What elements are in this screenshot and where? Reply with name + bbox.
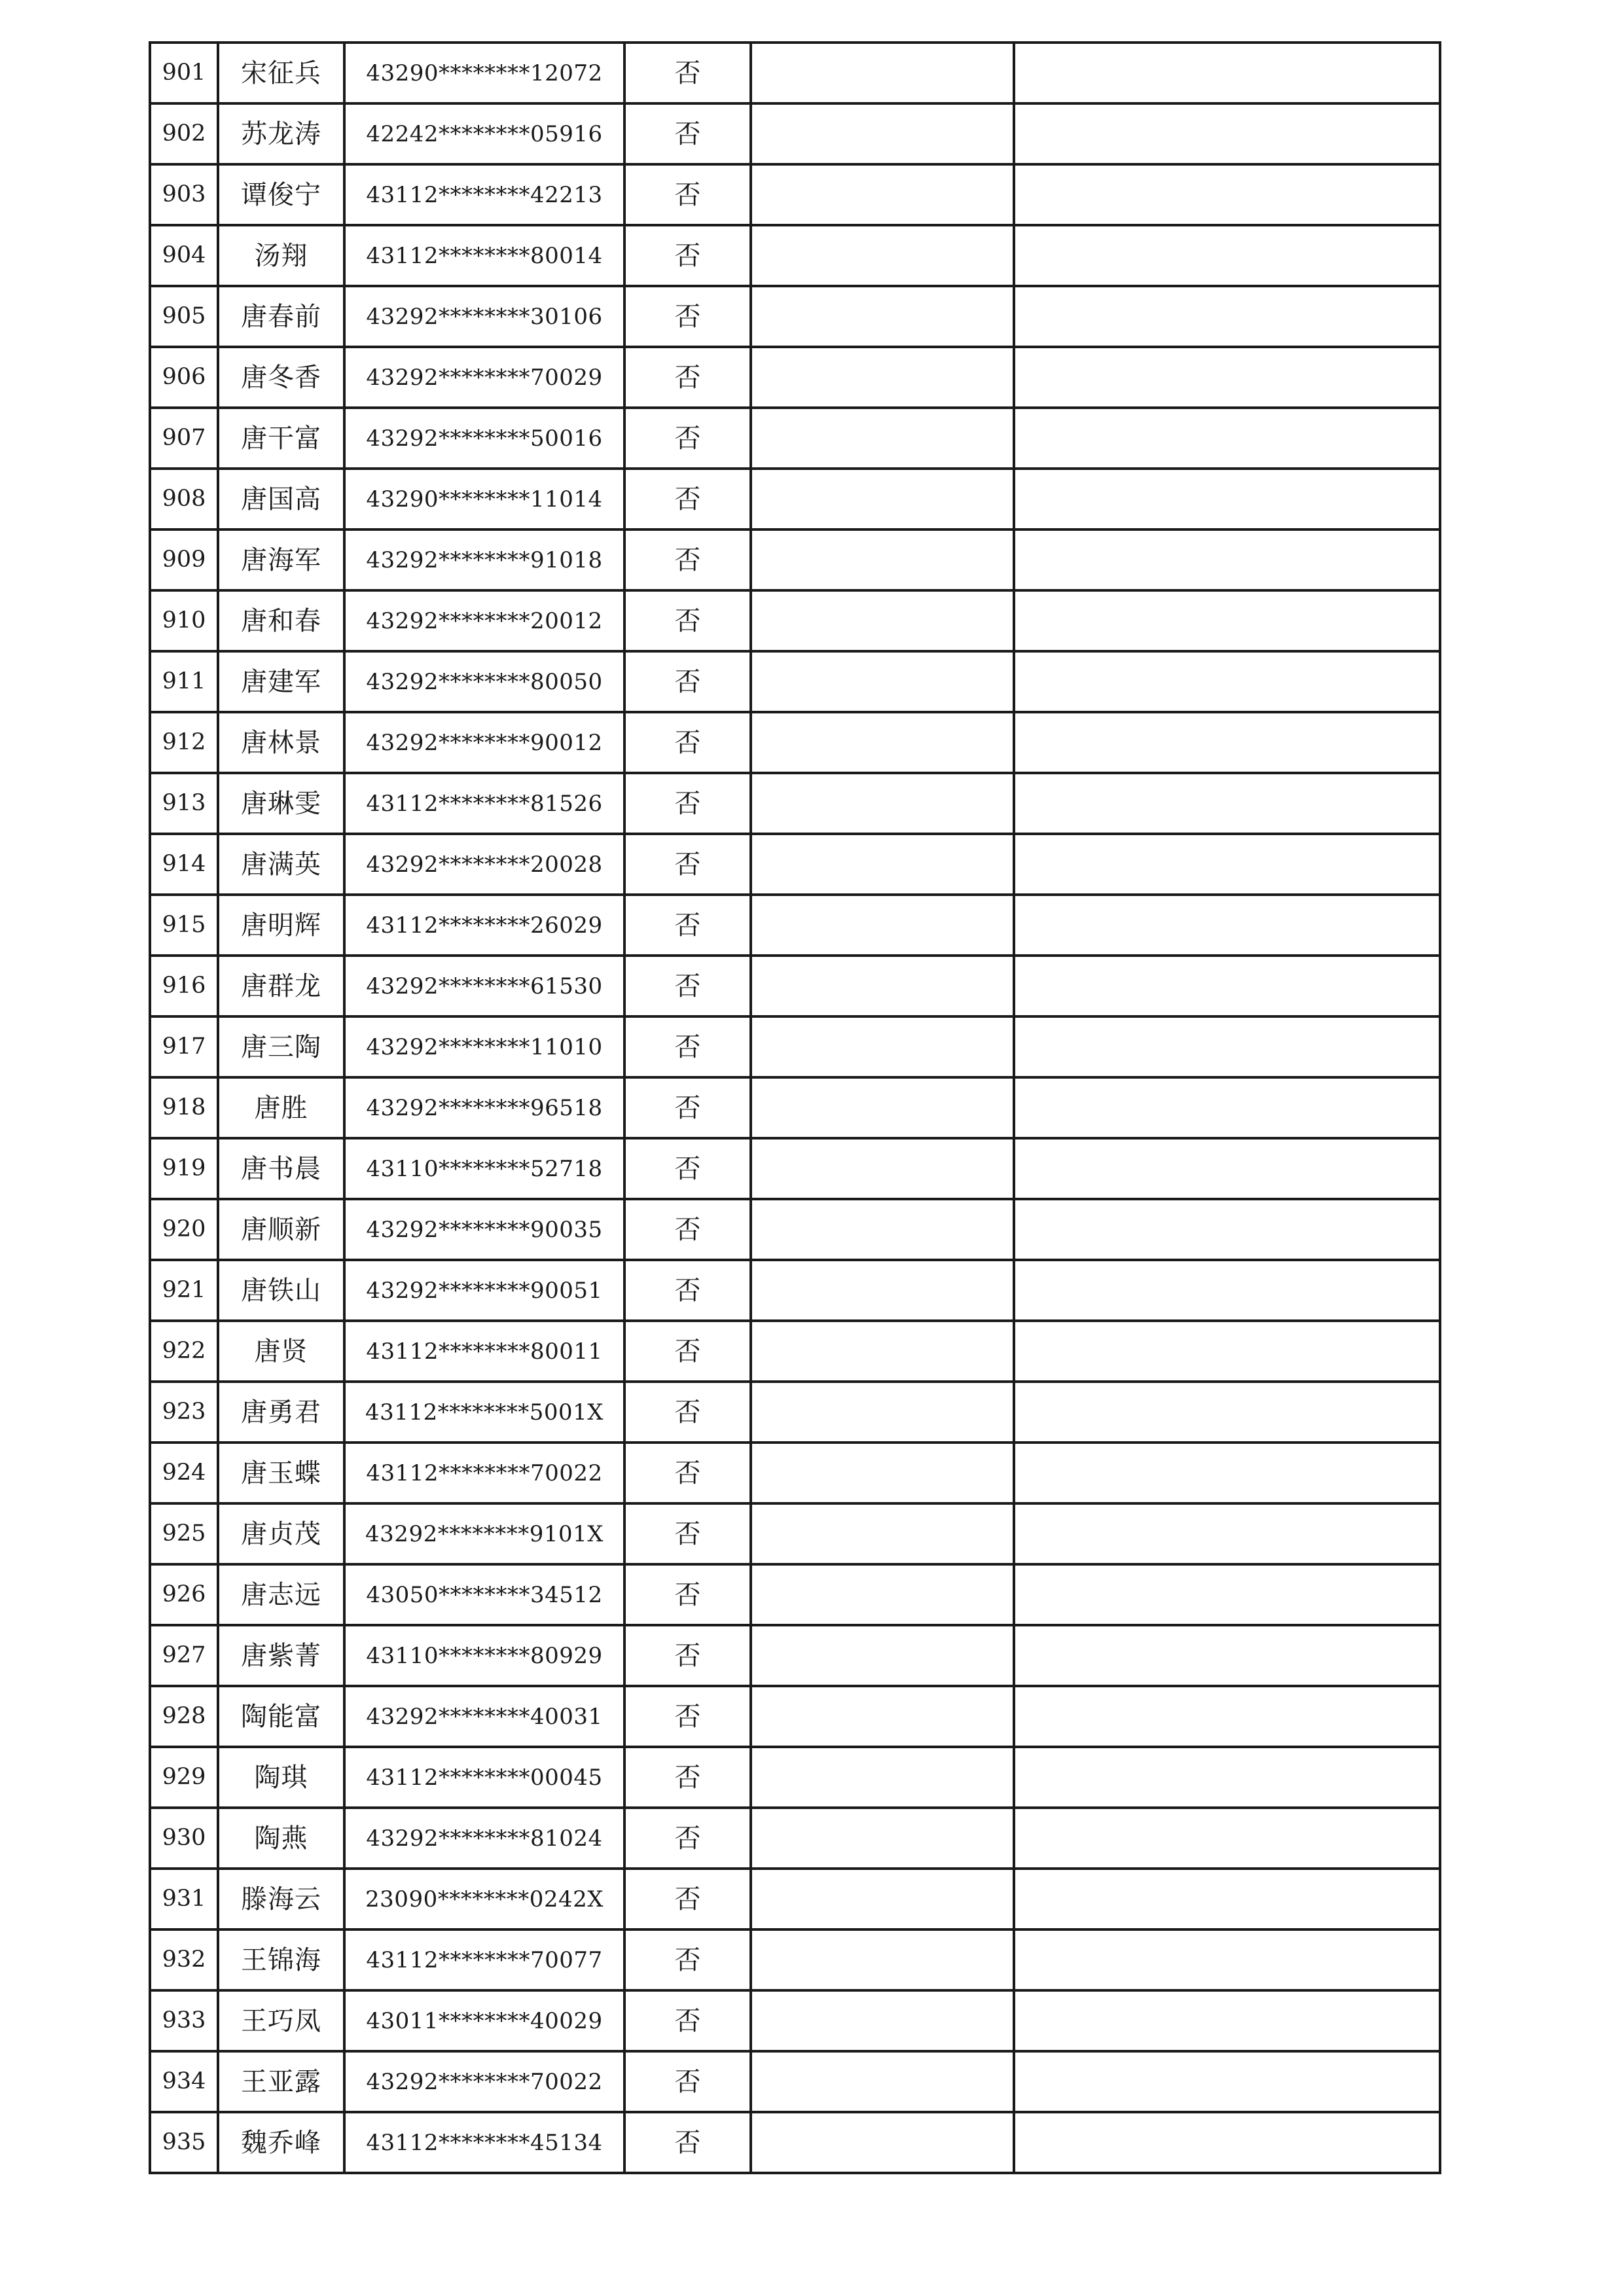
name-cell: 王巧凤 [218,1990,344,2051]
id-number-cell: 43292********30106 [344,286,624,347]
remark-cell [1014,1747,1440,1808]
status-cell: 否 [624,773,751,834]
row-number-cell: 921 [150,1260,218,1321]
table-row [150,286,1440,347]
table-row [150,1016,1440,1077]
remark-cell [1014,1443,1440,1503]
table-row [150,956,1440,1016]
blank-cell [751,1686,1014,1747]
table-row [150,651,1440,712]
status-cell: 否 [624,1686,751,1747]
status-cell: 否 [624,1138,751,1199]
table-row [150,1808,1440,1869]
name-cell: 唐满英 [218,834,344,895]
name-cell: 汤翔 [218,225,344,286]
blank-cell [751,1321,1014,1382]
blank-cell [751,225,1014,286]
blank-cell [751,408,1014,469]
blank-cell [751,164,1014,225]
status-cell: 否 [624,1747,751,1808]
remark-cell [1014,895,1440,956]
row-number-cell: 924 [150,1443,218,1503]
table-row [150,1077,1440,1138]
row-number-cell: 911 [150,651,218,712]
remark-cell [1014,773,1440,834]
table-row [150,2112,1440,2173]
row-number-cell: 917 [150,1016,218,1077]
remark-cell [1014,1808,1440,1869]
table-row [150,1747,1440,1808]
status-cell: 否 [624,1321,751,1382]
id-number-cell: 23090********0242X [344,1869,624,1929]
id-number-cell: 43292********90051 [344,1260,624,1321]
remark-cell [1014,956,1440,1016]
table-row [150,347,1440,408]
table-row [150,1990,1440,2051]
blank-cell [751,1990,1014,2051]
row-number-cell: 928 [150,1686,218,1747]
name-cell: 魏乔峰 [218,2112,344,2173]
status-cell: 否 [624,834,751,895]
row-number-cell: 912 [150,712,218,773]
name-cell: 谭俊宁 [218,164,344,225]
remark-cell [1014,1503,1440,1564]
row-number-cell: 933 [150,1990,218,2051]
table-row [150,1686,1440,1747]
blank-cell [751,1199,1014,1260]
name-cell: 滕海云 [218,1869,344,1929]
id-number-cell: 43112********5001X [344,1382,624,1443]
id-number-cell: 43112********80011 [344,1321,624,1382]
id-number-cell: 43290********12072 [344,43,624,103]
blank-cell [751,103,1014,164]
status-cell: 否 [624,2112,751,2173]
name-cell: 唐林景 [218,712,344,773]
status-cell: 否 [624,1990,751,2051]
table-row [150,1929,1440,1990]
status-cell: 否 [624,956,751,1016]
table-row [150,1503,1440,1564]
id-number-cell: 43112********70022 [344,1443,624,1503]
remark-cell [1014,1929,1440,1990]
id-number-cell: 43292********90012 [344,712,624,773]
id-number-cell: 43292********20028 [344,834,624,895]
row-number-cell: 918 [150,1077,218,1138]
name-cell: 唐建军 [218,651,344,712]
blank-cell [751,1016,1014,1077]
remark-cell [1014,1138,1440,1199]
row-number-cell: 932 [150,1929,218,1990]
remark-cell [1014,1199,1440,1260]
table-row [150,1625,1440,1686]
id-number-cell: 43112********70077 [344,1929,624,1990]
status-cell: 否 [624,895,751,956]
row-number-cell: 930 [150,1808,218,1869]
table-row [150,529,1440,590]
status-cell: 否 [624,1564,751,1625]
remark-cell [1014,834,1440,895]
row-number-cell: 910 [150,590,218,651]
table-row [150,834,1440,895]
blank-cell [751,1443,1014,1503]
table-row [150,895,1440,956]
remark-cell [1014,43,1440,103]
status-cell: 否 [624,1199,751,1260]
row-number-cell: 908 [150,469,218,529]
remark-cell [1014,469,1440,529]
remark-cell [1014,1321,1440,1382]
status-cell: 否 [624,408,751,469]
blank-cell [751,773,1014,834]
remark-cell [1014,1869,1440,1929]
id-number-cell: 43112********42213 [344,164,624,225]
row-number-cell: 913 [150,773,218,834]
status-cell: 否 [624,1016,751,1077]
remark-cell [1014,1686,1440,1747]
id-number-cell: 43290********11014 [344,469,624,529]
name-cell: 唐三陶 [218,1016,344,1077]
id-number-cell: 43112********26029 [344,895,624,956]
name-cell: 宋征兵 [218,43,344,103]
blank-cell [751,651,1014,712]
id-number-cell: 43292********90035 [344,1199,624,1260]
row-number-cell: 902 [150,103,218,164]
status-cell: 否 [624,43,751,103]
id-number-cell: 43110********80929 [344,1625,624,1686]
name-cell: 唐紫菁 [218,1625,344,1686]
blank-cell [751,347,1014,408]
row-number-cell: 926 [150,1564,218,1625]
name-cell: 唐群龙 [218,956,344,1016]
row-number-cell: 903 [150,164,218,225]
row-number-cell: 901 [150,43,218,103]
row-number-cell: 923 [150,1382,218,1443]
row-number-cell: 909 [150,529,218,590]
name-cell: 唐和春 [218,590,344,651]
name-cell: 唐春前 [218,286,344,347]
blank-cell [751,1869,1014,1929]
id-number-cell: 43292********70022 [344,2051,624,2112]
name-cell: 唐勇君 [218,1382,344,1443]
table-row [150,712,1440,773]
remark-cell [1014,651,1440,712]
id-number-cell: 43292********50016 [344,408,624,469]
table-row [150,1564,1440,1625]
blank-cell [751,895,1014,956]
row-number-cell: 931 [150,1869,218,1929]
name-cell: 唐明辉 [218,895,344,956]
status-cell: 否 [624,286,751,347]
blank-cell [751,1747,1014,1808]
blank-cell [751,1929,1014,1990]
id-number-cell: 42242********05916 [344,103,624,164]
remark-cell [1014,1625,1440,1686]
status-cell: 否 [624,590,751,651]
name-cell: 唐书晨 [218,1138,344,1199]
blank-cell [751,1503,1014,1564]
blank-cell [751,1625,1014,1686]
id-number-cell: 43292********9101X [344,1503,624,1564]
status-cell: 否 [624,2051,751,2112]
row-number-cell: 904 [150,225,218,286]
remark-cell [1014,590,1440,651]
name-cell: 唐铁山 [218,1260,344,1321]
remark-cell [1014,1260,1440,1321]
blank-cell [751,834,1014,895]
name-cell: 唐国高 [218,469,344,529]
table-row [150,469,1440,529]
blank-cell [751,529,1014,590]
blank-cell [751,1564,1014,1625]
row-number-cell: 914 [150,834,218,895]
id-number-cell: 43112********81526 [344,773,624,834]
id-number-cell: 43292********96518 [344,1077,624,1138]
name-cell: 苏龙涛 [218,103,344,164]
name-cell: 唐贤 [218,1321,344,1382]
row-number-cell: 929 [150,1747,218,1808]
row-number-cell: 935 [150,2112,218,2173]
status-cell: 否 [624,1077,751,1138]
name-cell: 唐胜 [218,1077,344,1138]
status-cell: 否 [624,1929,751,1990]
status-cell: 否 [624,712,751,773]
id-number-cell: 43292********61530 [344,956,624,1016]
row-number-cell: 906 [150,347,218,408]
remark-cell [1014,2112,1440,2173]
table-row [150,1321,1440,1382]
status-cell: 否 [624,225,751,286]
row-number-cell: 927 [150,1625,218,1686]
id-number-cell: 43292********91018 [344,529,624,590]
name-cell: 王亚露 [218,2051,344,2112]
status-cell: 否 [624,1382,751,1443]
remark-cell [1014,1016,1440,1077]
status-cell: 否 [624,469,751,529]
table-row [150,2051,1440,2112]
status-cell: 否 [624,1808,751,1869]
id-number-cell: 43292********11010 [344,1016,624,1077]
table-row [150,1260,1440,1321]
id-number-cell: 43112********00045 [344,1747,624,1808]
row-number-cell: 907 [150,408,218,469]
table-row [150,1199,1440,1260]
id-number-cell: 43011********40029 [344,1990,624,2051]
row-number-cell: 925 [150,1503,218,1564]
blank-cell [751,1808,1014,1869]
status-cell: 否 [624,1443,751,1503]
id-number-cell: 43292********80050 [344,651,624,712]
status-cell: 否 [624,651,751,712]
remark-cell [1014,286,1440,347]
table-row [150,225,1440,286]
table-row [150,164,1440,225]
name-cell: 陶能富 [218,1686,344,1747]
blank-cell [751,712,1014,773]
name-cell: 王锦海 [218,1929,344,1990]
blank-cell [751,956,1014,1016]
blank-cell [751,1138,1014,1199]
remark-cell [1014,347,1440,408]
table-row [150,408,1440,469]
id-number-cell: 43292********40031 [344,1686,624,1747]
remark-cell [1014,408,1440,469]
name-cell: 唐贞茂 [218,1503,344,1564]
table-row [150,1869,1440,1929]
blank-cell [751,1260,1014,1321]
status-cell: 否 [624,1260,751,1321]
blank-cell [751,43,1014,103]
table-row [150,103,1440,164]
name-cell: 陶燕 [218,1808,344,1869]
name-cell: 陶琪 [218,1747,344,1808]
row-number-cell: 915 [150,895,218,956]
remark-cell [1014,103,1440,164]
name-cell: 唐玉蝶 [218,1443,344,1503]
id-number-cell: 43110********52718 [344,1138,624,1199]
id-number-cell: 43292********20012 [344,590,624,651]
blank-cell [751,1077,1014,1138]
remark-cell [1014,1382,1440,1443]
remark-cell [1014,2051,1440,2112]
row-number-cell: 919 [150,1138,218,1199]
id-number-cell: 43112********80014 [344,225,624,286]
name-cell: 唐冬香 [218,347,344,408]
name-cell: 唐志远 [218,1564,344,1625]
id-number-cell: 43112********45134 [344,2112,624,2173]
row-number-cell: 922 [150,1321,218,1382]
blank-cell [751,590,1014,651]
remark-cell [1014,225,1440,286]
data-table [149,41,1441,2174]
blank-cell [751,1382,1014,1443]
name-cell: 唐干富 [218,408,344,469]
row-number-cell: 905 [150,286,218,347]
blank-cell [751,286,1014,347]
status-cell: 否 [624,1503,751,1564]
name-cell: 唐顺新 [218,1199,344,1260]
remark-cell [1014,712,1440,773]
remark-cell [1014,1990,1440,2051]
remark-cell [1014,1077,1440,1138]
row-number-cell: 920 [150,1199,218,1260]
table-row [150,1138,1440,1199]
row-number-cell: 934 [150,2051,218,2112]
status-cell: 否 [624,103,751,164]
status-cell: 否 [624,529,751,590]
table-row [150,1443,1440,1503]
id-number-cell: 43292********70029 [344,347,624,408]
remark-cell [1014,529,1440,590]
table-row [150,1382,1440,1443]
status-cell: 否 [624,1869,751,1929]
remark-cell [1014,164,1440,225]
table-body [150,43,1440,2173]
table-row [150,773,1440,834]
table-row [150,43,1440,103]
remark-cell [1014,1564,1440,1625]
status-cell: 否 [624,164,751,225]
blank-cell [751,2112,1014,2173]
status-cell: 否 [624,1625,751,1686]
row-number-cell: 916 [150,956,218,1016]
status-cell: 否 [624,347,751,408]
id-number-cell: 43050********34512 [344,1564,624,1625]
table-row [150,590,1440,651]
blank-cell [751,469,1014,529]
name-cell: 唐琳雯 [218,773,344,834]
blank-cell [751,2051,1014,2112]
id-number-cell: 43292********81024 [344,1808,624,1869]
name-cell: 唐海军 [218,529,344,590]
